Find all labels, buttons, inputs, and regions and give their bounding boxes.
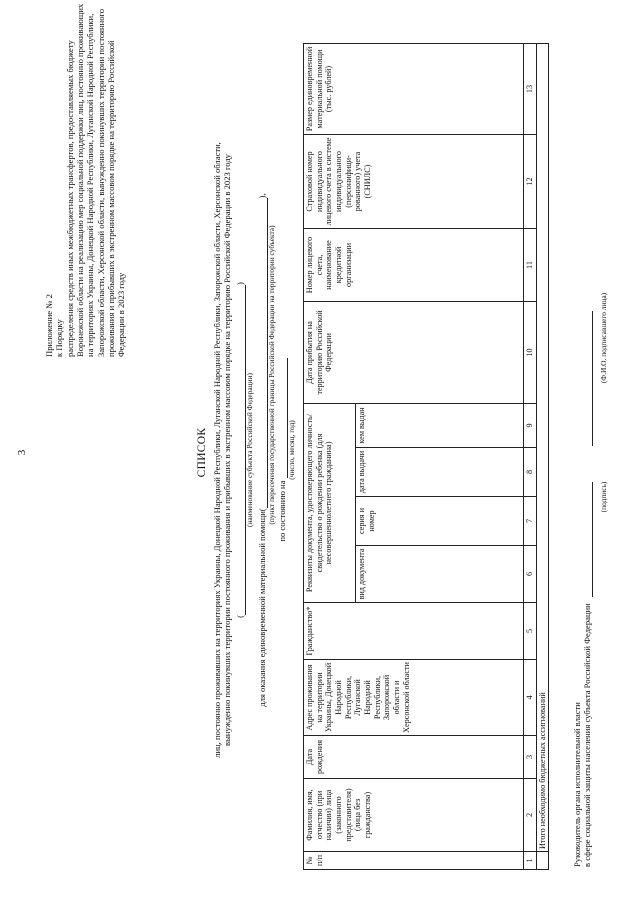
caption-point: (пункт пересечения государственной границы Российской Федерации на территории субъекта) — [267, 225, 277, 525]
appendix-header — [44, 3, 127, 357]
col-number: 13 — [524, 43, 537, 134]
subtitle-line-1: лиц, постоянно проживавших на территориях Украины, Донецкой Народной Республики, Луганской Народной Республики, Запорожской области, Херсонской области, — [212, 142, 222, 758]
document-subtitle — [212, 55, 297, 845]
header-doc-type: вид документа — [356, 546, 524, 603]
appendix-line: на территориях Украины, Донецкой Народной Республики, Луганской Народной Республики, — [85, 13, 96, 357]
col-number: 1 — [524, 852, 537, 870]
total-cell — [536, 852, 549, 870]
header-citizenship: Гражданство* — [304, 603, 524, 660]
header-snils: Страховой номер индивидуального лицевого счета в системе индивидуального (персонифици-рованного) учета (СНИЛС) — [304, 134, 524, 228]
header-fio: Фамилия, имя, отчество (при наличии) лица (законного представителя) (лица без гражданства) — [304, 779, 524, 852]
caption-signature: (подпись) — [599, 481, 608, 513]
header-amount: Размер единовременной материальной помощи (тыс. рублей) — [304, 43, 524, 134]
col-number: 2 — [524, 779, 537, 852]
appendix-line: Приложение № 2 — [44, 294, 54, 357]
col-number: 3 — [524, 736, 537, 779]
signature-line-1: Руководитель органа исполнительной власти — [572, 702, 582, 867]
col-number: 5 — [524, 603, 537, 660]
caption-subject: (наименование субъекта Российской Федерации) — [244, 373, 254, 528]
col-number: 8 — [524, 448, 537, 497]
paren-close: ) — [234, 282, 245, 285]
col-number: 7 — [524, 497, 537, 546]
document-title: СПИСОК — [196, 427, 208, 478]
header-address: Адрес проживания на территории Украины, Донецкой Народной Республики, Луганской Народной Республики, Запорожской области и Херсонской области — [304, 660, 524, 736]
col-number: 4 — [524, 660, 537, 736]
header-birthdate: Дата рождения — [304, 736, 524, 779]
header-doc-issuer: кем выдан — [356, 403, 524, 447]
header-doc-issue-date: дата выдачи — [356, 448, 524, 497]
col-number: 9 — [524, 403, 537, 447]
signature-line-2: в сфере социальной защиты населения субъекта Российской Федерации — [582, 67, 593, 867]
col-number: 10 — [524, 301, 537, 403]
page-number: 3 — [16, 449, 28, 456]
header-account: Номер лицевого счета, наименование кредитной организации — [304, 228, 524, 301]
header-num: № п/п — [304, 852, 524, 870]
caption-date: (число, месяц, год) — [287, 420, 297, 480]
paren-open: ( — [234, 615, 245, 618]
total-label: Итого необходимо бюджетных ассигнований — [536, 43, 549, 851]
col-number: 12 — [524, 134, 537, 228]
appendix-line: проживания и прибывших в экстренном массовом порядке на территорию Российской — [105, 40, 116, 357]
aid-lead: для оказания единовременной материальной помощи — [256, 511, 267, 707]
signature-block — [572, 67, 593, 867]
header-arrival-date: Дата прибытия на территорию Российской Федерации — [304, 301, 524, 403]
appendix-line: Федерации в 2023 году — [116, 272, 127, 357]
appendix-line: к Порядку — [54, 319, 65, 357]
col-number: 11 — [524, 228, 537, 301]
appendix-line: Запорожской области, Херсонской области, вынужденно покинувших территории постоянного — [95, 8, 106, 357]
subtitle-line-2: вынужденно покинувших территории постоянного проживания и прибывших в экстренном массовом порядке на территорию Российской Федерации в 2023 году — [222, 154, 233, 746]
paren-close: ), — [256, 193, 267, 199]
paren-open: ( — [256, 508, 267, 512]
header-doc-series: серия и номер — [356, 497, 524, 546]
appendix-line: распределения средств иных межбюджетных трансфертов, предоставляемых бюджету — [64, 40, 75, 357]
recipients-table — [303, 43, 549, 870]
appendix-line: Воронежской области на реализацию мер социальной поддержки лиц, постоянно проживающих — [74, 3, 85, 357]
caption-name: (Ф.И.О. подписавшего лица) — [599, 292, 608, 384]
header-document: Реквизиты документа, удостоверяющего личность/свидетельство о рождении ребенка (для несовершеннолетнего гражданина) — [304, 403, 356, 602]
col-number: 6 — [524, 546, 537, 603]
date-lead: по состоянию на — [277, 480, 287, 542]
